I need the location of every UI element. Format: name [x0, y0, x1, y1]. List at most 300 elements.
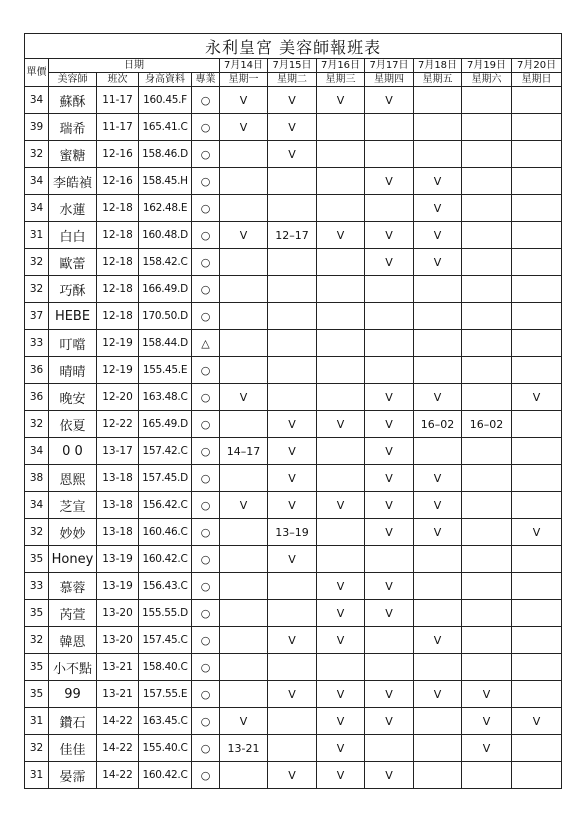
header-date-3: 7月17日: [365, 59, 414, 73]
row-day-cell: V: [512, 519, 562, 546]
row-name: 小不點: [49, 654, 97, 681]
row-shift: 12-16: [97, 168, 139, 195]
row-day-cell: [512, 465, 562, 492]
row-day-cell: [462, 492, 512, 519]
row-unit: 34: [25, 87, 49, 114]
row-day-cell: [462, 168, 512, 195]
row-specialty: ○: [192, 249, 220, 276]
row-body: 158.42.C: [139, 249, 192, 276]
row-day-cell: [414, 141, 462, 168]
row-day-cell: [220, 168, 268, 195]
row-day-cell: V: [365, 411, 414, 438]
row-shift: 11-17: [97, 114, 139, 141]
header-weekday-2: 星期三: [317, 73, 365, 87]
row-day-cell: [512, 168, 562, 195]
row-day-cell: V: [317, 492, 365, 519]
page-title: 永利皇宮 美容師報班表: [25, 34, 562, 59]
row-day-cell: [462, 627, 512, 654]
row-day-cell: V: [365, 708, 414, 735]
row-day-cell: V: [317, 573, 365, 600]
row-day-cell: V: [220, 708, 268, 735]
row-name: 韓恩: [49, 627, 97, 654]
row-specialty: ○: [192, 303, 220, 330]
row-day-cell: [220, 330, 268, 357]
row-shift: 13-19: [97, 546, 139, 573]
row-day-cell: [462, 438, 512, 465]
row-specialty: ○: [192, 114, 220, 141]
row-day-cell: [462, 762, 512, 789]
row-shift: 13-21: [97, 654, 139, 681]
row-day-cell: [462, 465, 512, 492]
header-weekday-3: 星期四: [365, 73, 414, 87]
row-day-cell: [317, 249, 365, 276]
row-specialty: ○: [192, 573, 220, 600]
row-unit: 32: [25, 627, 49, 654]
row-shift: 13-19: [97, 573, 139, 600]
row-shift: 12-19: [97, 330, 139, 357]
row-specialty: ○: [192, 357, 220, 384]
header-date-6: 7月20日: [512, 59, 562, 73]
row-day-cell: V: [414, 465, 462, 492]
table-row: [25, 303, 562, 330]
table-row: [25, 438, 562, 465]
row-unit: 32: [25, 411, 49, 438]
row-name: 恩熙: [49, 465, 97, 492]
row-day-cell: [512, 627, 562, 654]
row-shift: 13-18: [97, 519, 139, 546]
row-day-cell: [414, 573, 462, 600]
row-day-cell: [220, 357, 268, 384]
row-name: 99: [49, 681, 97, 708]
row-day-cell: [317, 276, 365, 303]
header-weekday-6: 星期日: [512, 73, 562, 87]
row-name: 李皓禎: [49, 168, 97, 195]
row-day-cell: [365, 654, 414, 681]
row-specialty: ○: [192, 195, 220, 222]
row-day-cell: [220, 600, 268, 627]
row-unit: 35: [25, 546, 49, 573]
row-day-cell: V: [365, 384, 414, 411]
row-name: 蘇酥: [49, 87, 97, 114]
row-name: 鑽石: [49, 708, 97, 735]
row-day-cell: [317, 384, 365, 411]
row-body: 163.45.C: [139, 708, 192, 735]
row-day-cell: V: [220, 87, 268, 114]
row-day-cell: [268, 249, 317, 276]
row-unit: 31: [25, 708, 49, 735]
row-day-cell: [317, 195, 365, 222]
row-day-cell: [462, 654, 512, 681]
row-day-cell: V: [268, 114, 317, 141]
row-unit: 36: [25, 384, 49, 411]
table-row: [25, 249, 562, 276]
row-day-cell: 13-21: [220, 735, 268, 762]
row-specialty: ○: [192, 735, 220, 762]
row-shift: 12-18: [97, 249, 139, 276]
row-day-cell: [268, 573, 317, 600]
row-body: 162.48.E: [139, 195, 192, 222]
row-unit: 33: [25, 330, 49, 357]
row-day-cell: [512, 438, 562, 465]
row-unit: 32: [25, 276, 49, 303]
row-day-cell: V: [462, 735, 512, 762]
row-day-cell: [462, 357, 512, 384]
row-day-cell: V: [220, 222, 268, 249]
row-specialty: ○: [192, 222, 220, 249]
row-day-cell: V: [268, 546, 317, 573]
row-body: 158.46.D: [139, 141, 192, 168]
row-day-cell: V: [365, 573, 414, 600]
row-day-cell: [268, 708, 317, 735]
row-shift: 14-22: [97, 708, 139, 735]
row-day-cell: [414, 735, 462, 762]
row-unit: 34: [25, 168, 49, 195]
row-shift: 11-17: [97, 87, 139, 114]
row-day-cell: [512, 492, 562, 519]
header-date-0: 7月14日: [220, 59, 268, 73]
row-body: 160.42.C: [139, 762, 192, 789]
row-name: Honey: [49, 546, 97, 573]
row-shift: 12-20: [97, 384, 139, 411]
row-day-cell: [462, 303, 512, 330]
row-day-cell: V: [268, 87, 317, 114]
row-day-cell: V: [317, 411, 365, 438]
row-specialty: ○: [192, 654, 220, 681]
row-day-cell: V: [365, 87, 414, 114]
row-shift: 12-19: [97, 357, 139, 384]
row-day-cell: [462, 546, 512, 573]
row-day-cell: [365, 357, 414, 384]
row-day-cell: V: [268, 438, 317, 465]
header-weekday-5: 星期六: [462, 73, 512, 87]
row-day-cell: [414, 546, 462, 573]
row-day-cell: [317, 114, 365, 141]
row-day-cell: [512, 762, 562, 789]
table-row: [25, 357, 562, 384]
row-shift: 13-20: [97, 627, 139, 654]
row-day-cell: [365, 735, 414, 762]
row-body: 166.49.D: [139, 276, 192, 303]
row-day-cell: [414, 438, 462, 465]
row-specialty: ○: [192, 600, 220, 627]
row-day-cell: [365, 114, 414, 141]
row-day-cell: V: [365, 519, 414, 546]
row-day-cell: [268, 735, 317, 762]
row-day-cell: [414, 114, 462, 141]
table-row: [25, 492, 562, 519]
row-day-cell: 12–17: [268, 222, 317, 249]
row-day-cell: [268, 330, 317, 357]
header-date-1: 7月15日: [268, 59, 317, 73]
row-day-cell: V: [317, 222, 365, 249]
row-day-cell: [512, 276, 562, 303]
row-day-cell: [220, 546, 268, 573]
row-body: 158.40.C: [139, 654, 192, 681]
row-specialty: ○: [192, 276, 220, 303]
row-unit: 32: [25, 141, 49, 168]
row-unit: 33: [25, 573, 49, 600]
row-day-cell: [512, 600, 562, 627]
header-date-label: 日期: [49, 59, 220, 73]
row-day-cell: [512, 357, 562, 384]
row-day-cell: [317, 330, 365, 357]
row-day-cell: V: [317, 708, 365, 735]
row-day-cell: V: [317, 87, 365, 114]
row-day-cell: V: [414, 384, 462, 411]
row-name: 晴晴: [49, 357, 97, 384]
row-day-cell: [512, 573, 562, 600]
row-day-cell: [414, 357, 462, 384]
row-day-cell: V: [268, 492, 317, 519]
header-specialty: 專業: [192, 73, 220, 87]
row-day-cell: V: [317, 762, 365, 789]
row-unit: 36: [25, 357, 49, 384]
row-day-cell: [512, 546, 562, 573]
row-day-cell: [317, 519, 365, 546]
row-name: 歐蕾: [49, 249, 97, 276]
row-day-cell: [512, 195, 562, 222]
row-day-cell: V: [365, 492, 414, 519]
row-day-cell: [268, 384, 317, 411]
row-shift: 13-17: [97, 438, 139, 465]
row-day-cell: [512, 249, 562, 276]
row-shift: 12-22: [97, 411, 139, 438]
row-specialty: ○: [192, 411, 220, 438]
row-day-cell: V: [365, 762, 414, 789]
header-date-5: 7月19日: [462, 59, 512, 73]
row-day-cell: [365, 303, 414, 330]
row-day-cell: [462, 114, 512, 141]
row-day-cell: [317, 438, 365, 465]
table-row: [25, 411, 562, 438]
row-unit: 34: [25, 438, 49, 465]
row-body: 170.50.D: [139, 303, 192, 330]
row-body: 160.46.C: [139, 519, 192, 546]
row-day-cell: [512, 411, 562, 438]
row-specialty: ○: [192, 87, 220, 114]
row-day-cell: 16–02: [414, 411, 462, 438]
row-shift: 13-20: [97, 600, 139, 627]
header-weekday-1: 星期二: [268, 73, 317, 87]
row-shift: 14-22: [97, 762, 139, 789]
row-day-cell: [414, 762, 462, 789]
row-day-cell: V: [512, 384, 562, 411]
row-day-cell: [220, 276, 268, 303]
row-day-cell: 16–02: [462, 411, 512, 438]
header-weekday-4: 星期五: [414, 73, 462, 87]
row-body: 156.43.C: [139, 573, 192, 600]
row-day-cell: 14–17: [220, 438, 268, 465]
row-day-cell: V: [414, 519, 462, 546]
row-day-cell: V: [414, 222, 462, 249]
row-day-cell: [462, 141, 512, 168]
header-date-4: 7月18日: [414, 59, 462, 73]
row-name: 佳佳: [49, 735, 97, 762]
row-specialty: ○: [192, 168, 220, 195]
row-day-cell: [365, 195, 414, 222]
row-name: 妙妙: [49, 519, 97, 546]
row-day-cell: V: [414, 627, 462, 654]
row-body: 158.45.H: [139, 168, 192, 195]
table-row: [25, 465, 562, 492]
row-day-cell: V: [317, 735, 365, 762]
row-day-cell: [220, 411, 268, 438]
row-day-cell: [317, 303, 365, 330]
row-day-cell: [220, 519, 268, 546]
row-day-cell: V: [268, 465, 317, 492]
row-shift: 12-18: [97, 303, 139, 330]
row-name: 巧酥: [49, 276, 97, 303]
row-day-cell: V: [365, 600, 414, 627]
row-body: 165.49.D: [139, 411, 192, 438]
row-body: 160.45.F: [139, 87, 192, 114]
row-day-cell: [414, 708, 462, 735]
row-day-cell: V: [365, 222, 414, 249]
row-day-cell: [462, 384, 512, 411]
row-day-cell: [220, 762, 268, 789]
table-row: [25, 573, 562, 600]
row-unit: 35: [25, 654, 49, 681]
row-day-cell: [365, 330, 414, 357]
row-unit: 35: [25, 681, 49, 708]
row-body: 157.42.C: [139, 438, 192, 465]
row-day-cell: [365, 276, 414, 303]
row-name: 晚安: [49, 384, 97, 411]
row-day-cell: [414, 600, 462, 627]
header-unit: 單價: [25, 59, 49, 87]
row-name: 芮萱: [49, 600, 97, 627]
row-name: HEBE: [49, 303, 97, 330]
table-row: [25, 222, 562, 249]
row-day-cell: V: [365, 438, 414, 465]
row-day-cell: [220, 303, 268, 330]
row-unit: 34: [25, 195, 49, 222]
row-day-cell: [365, 546, 414, 573]
row-specialty: ○: [192, 465, 220, 492]
row-day-cell: [220, 627, 268, 654]
row-specialty: ○: [192, 492, 220, 519]
row-body: 156.42.C: [139, 492, 192, 519]
row-day-cell: V: [414, 195, 462, 222]
row-day-cell: [268, 195, 317, 222]
row-body: 160.48.D: [139, 222, 192, 249]
row-day-cell: [317, 546, 365, 573]
row-day-cell: [220, 573, 268, 600]
row-shift: 12-16: [97, 141, 139, 168]
row-shift: 13-18: [97, 465, 139, 492]
row-name: 蜜糖: [49, 141, 97, 168]
row-body: 160.42.C: [139, 546, 192, 573]
table-row: [25, 627, 562, 654]
row-day-cell: V: [317, 600, 365, 627]
row-day-cell: [317, 168, 365, 195]
table-row: [25, 708, 562, 735]
row-day-cell: 13–19: [268, 519, 317, 546]
row-day-cell: [414, 276, 462, 303]
row-shift: 12-18: [97, 276, 139, 303]
row-day-cell: [414, 303, 462, 330]
row-body: 158.44.D: [139, 330, 192, 357]
row-day-cell: [512, 681, 562, 708]
row-day-cell: [220, 141, 268, 168]
row-day-cell: V: [220, 384, 268, 411]
row-day-cell: [512, 87, 562, 114]
row-day-cell: [512, 303, 562, 330]
row-shift: 13-18: [97, 492, 139, 519]
row-specialty: ○: [192, 141, 220, 168]
row-day-cell: V: [512, 708, 562, 735]
row-day-cell: V: [414, 492, 462, 519]
row-day-cell: [462, 222, 512, 249]
table-row: [25, 195, 562, 222]
table-row: [25, 600, 562, 627]
row-day-cell: V: [317, 627, 365, 654]
row-day-cell: [365, 627, 414, 654]
row-shift: 12-18: [97, 195, 139, 222]
table-row: [25, 735, 562, 762]
row-day-cell: V: [365, 249, 414, 276]
row-day-cell: [512, 654, 562, 681]
header-weekday-0: 星期一: [220, 73, 268, 87]
row-day-cell: V: [220, 114, 268, 141]
row-day-cell: V: [414, 681, 462, 708]
row-body: 157.45.C: [139, 627, 192, 654]
header-date-2: 7月16日: [317, 59, 365, 73]
row-day-cell: V: [268, 141, 317, 168]
header-body: 身高資料: [139, 73, 192, 87]
row-body: 163.48.C: [139, 384, 192, 411]
row-specialty: ○: [192, 708, 220, 735]
row-body: 165.41.C: [139, 114, 192, 141]
table-row: [25, 114, 562, 141]
row-day-cell: [462, 519, 512, 546]
row-day-cell: [512, 330, 562, 357]
row-name: 晏霈: [49, 762, 97, 789]
row-unit: 37: [25, 303, 49, 330]
row-day-cell: [268, 303, 317, 330]
row-day-cell: [220, 195, 268, 222]
row-day-cell: [414, 330, 462, 357]
row-day-cell: V: [268, 762, 317, 789]
row-day-cell: V: [268, 681, 317, 708]
row-body: 157.55.E: [139, 681, 192, 708]
table-row: [25, 384, 562, 411]
row-name: 瑞希: [49, 114, 97, 141]
row-day-cell: V: [268, 627, 317, 654]
row-day-cell: [268, 168, 317, 195]
row-name: 芝宣: [49, 492, 97, 519]
table-row: [25, 87, 562, 114]
row-unit: 32: [25, 735, 49, 762]
table-row: [25, 276, 562, 303]
row-day-cell: [462, 276, 512, 303]
row-body: 155.40.C: [139, 735, 192, 762]
row-specialty: ○: [192, 681, 220, 708]
table-row: [25, 141, 562, 168]
row-day-cell: V: [317, 681, 365, 708]
row-day-cell: V: [220, 492, 268, 519]
table-row: [25, 762, 562, 789]
row-day-cell: [220, 681, 268, 708]
row-day-cell: V: [365, 465, 414, 492]
row-unit: 32: [25, 519, 49, 546]
row-specialty: ○: [192, 519, 220, 546]
row-specialty: ○: [192, 384, 220, 411]
row-day-cell: [268, 357, 317, 384]
row-specialty: ○: [192, 762, 220, 789]
row-day-cell: V: [462, 708, 512, 735]
row-name: 依夏: [49, 411, 97, 438]
